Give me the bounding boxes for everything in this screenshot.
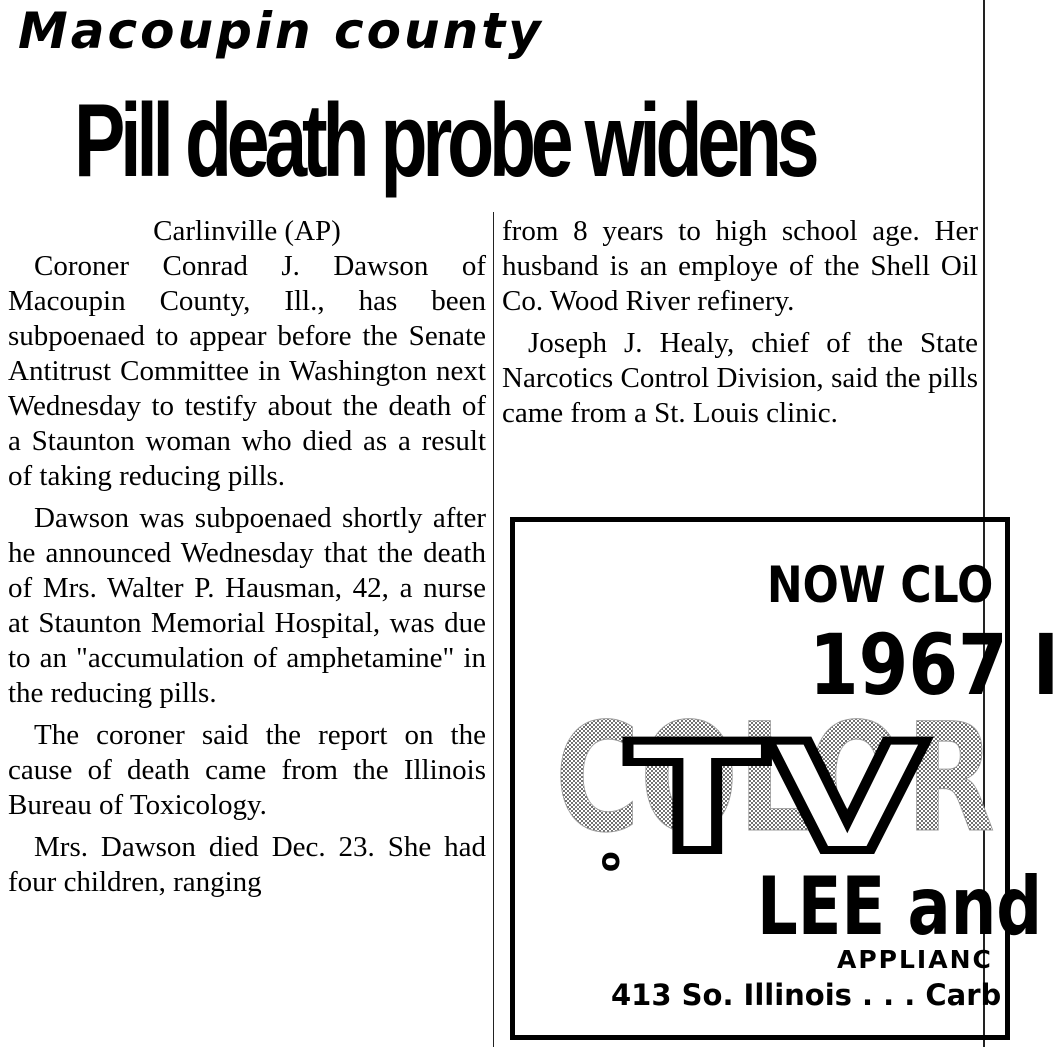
section-kicker: Macoupin county xyxy=(18,2,544,60)
headline: Pill death probe widens xyxy=(74,83,815,199)
paragraph-6: Joseph J. Healy, chief of the State Narcotics Control Division, said the pills came from a St. Louis clinic. xyxy=(502,327,978,429)
tv-word: TV xyxy=(627,712,927,886)
color-tv-logo xyxy=(555,692,1015,886)
article-column-2 xyxy=(502,214,978,431)
dateline: Carlinville (AP) xyxy=(153,215,341,247)
ad-line-2: 1967 I xyxy=(809,616,1059,714)
paragraph-4: Mrs. Dawson died Dec. 23. She had four children, ranging xyxy=(8,831,486,898)
ad-address: 413 So. Illinois . . . Carb xyxy=(611,978,1002,1012)
advertisement xyxy=(510,517,1059,1040)
logo-small-mark: o xyxy=(592,851,627,872)
column-rule xyxy=(493,212,494,1047)
paragraph-5: from 8 years to high school age. Her husband is an employe of the Shell Oil Co. Wood River refinery. xyxy=(502,215,978,317)
article-column-1 xyxy=(8,214,486,900)
paragraph-3: The coroner said the report on the cause of death came from the Illinois Bureau of Toxicology. xyxy=(8,719,486,821)
ad-line-1: NOW CLO xyxy=(767,556,994,614)
paragraph-2: Dawson was subpoenaed shortly after he announced Wednesday that the death of Mrs. Walter P. Hausman, 42, a nurse at Staunton Memorial Hospital, was due to an "accumulation of amphetamine" in the reducing pills. xyxy=(8,502,486,709)
ad-appliance: APPLIANC xyxy=(837,945,993,974)
ad-store-name: LEE and xyxy=(757,860,1043,953)
paragraph-1: Coroner Conrad J. Dawson of Macoupin County, Ill., has been subpoenaed to appear before the Senate Antitrust Committee in Washington next Wednesday to testify about the death of a Staunton woman who died as a result of taking reducing pills. xyxy=(8,250,486,492)
color-word: COLOR xyxy=(555,692,995,866)
